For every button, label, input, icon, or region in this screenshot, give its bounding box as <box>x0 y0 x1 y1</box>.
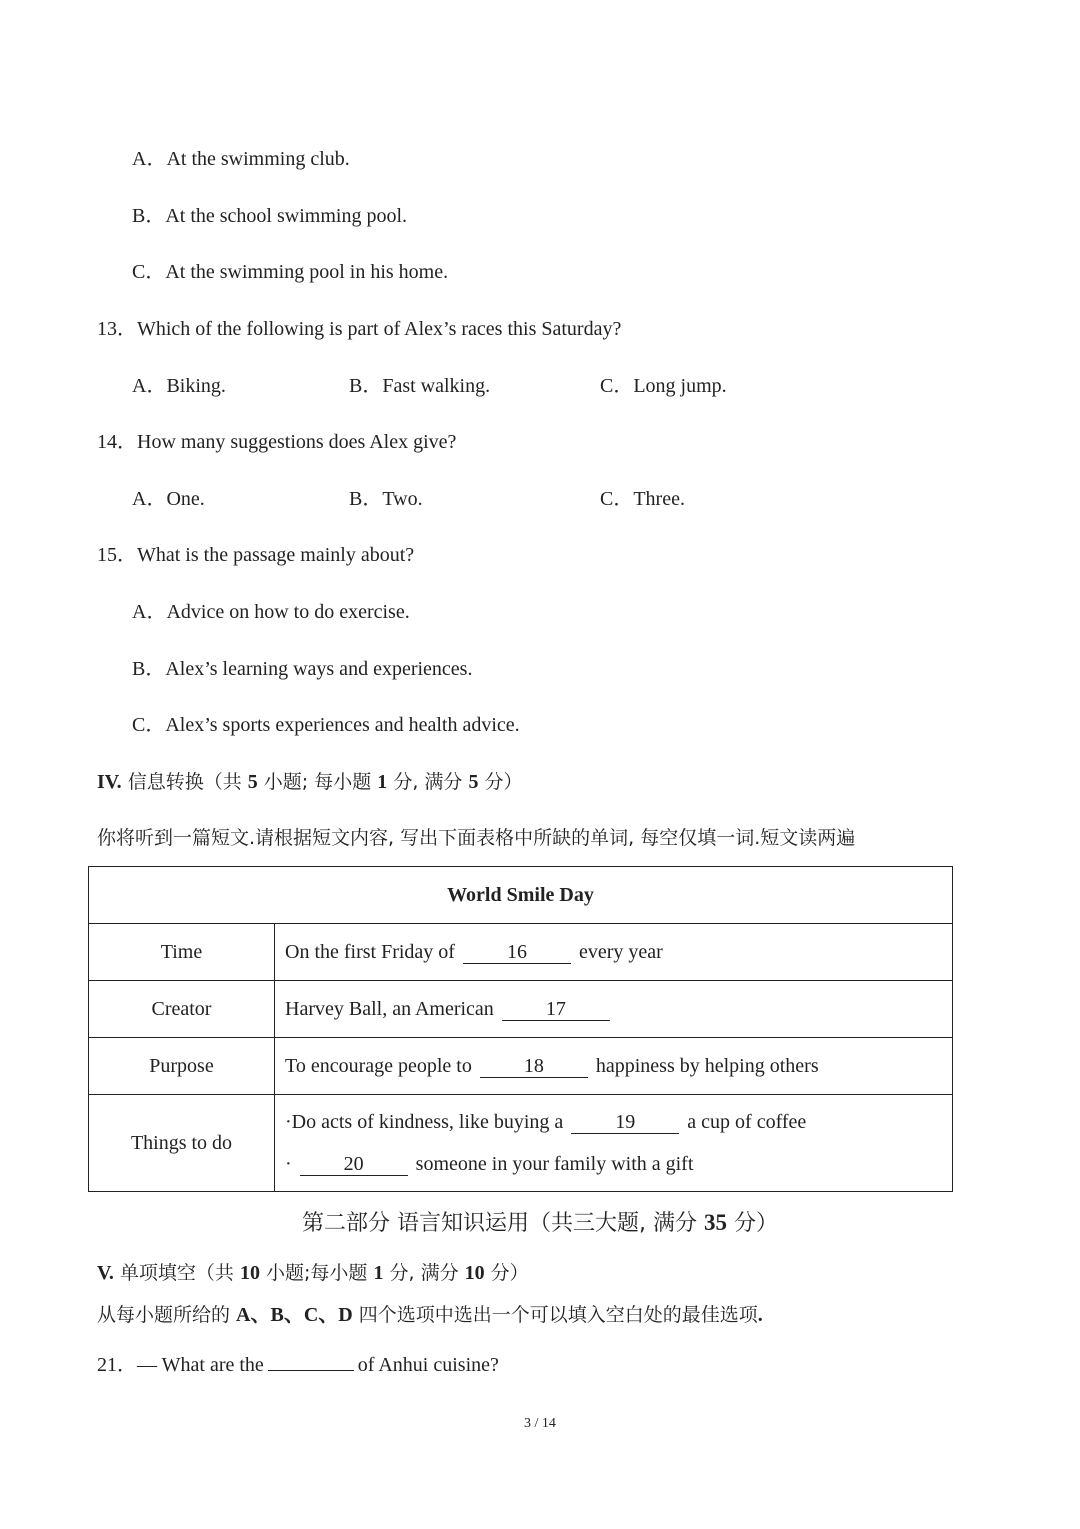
world-smile-day-table <box>88 866 953 1192</box>
q21-blank <box>268 1370 354 1371</box>
section-4-instruction: 你将听到一篇短文.请根据短文内容, 写出下面表格中所缺的单词, 每空仅填一词.短文读两遍 <box>97 827 856 849</box>
row-content-time <box>275 924 953 981</box>
section-5-instr-end: . <box>757 1304 763 1326</box>
q13-question: 13．Which of the following is part of Alex’s races this Saturday? <box>97 318 622 340</box>
q14-option-c: C．Three. <box>600 488 685 510</box>
q15-question: 15．What is the passage mainly about? <box>97 544 415 566</box>
row-time-text: On the first Friday of <box>285 940 455 963</box>
things-line-1-post: a cup of coffee <box>687 1111 807 1133</box>
section-4-total-points: 5 <box>468 771 479 793</box>
section-5-points-each: 1 <box>373 1262 384 1284</box>
q21-text-pre: 21．— What are the <box>97 1354 264 1376</box>
row-label-things-to-do: Things to do <box>89 1095 275 1192</box>
q13-option-c: C．Long jump. <box>600 375 727 397</box>
things-line-2-post: someone in your family with a gift <box>415 1153 694 1175</box>
table-title: World Smile Day <box>89 867 953 924</box>
row-content-purpose <box>275 1038 953 1095</box>
q13-option-b: B．Fast walking. <box>349 375 491 397</box>
q12-option-b: B．At the school swimming pool. <box>132 205 407 227</box>
row-label-purpose: Purpose <box>89 1038 275 1095</box>
part-2-points: 35 <box>703 1210 727 1235</box>
blank-16: 16 <box>463 941 571 964</box>
section-5-instr-b: 四个选项中选出一个可以填入空白处的最佳选项 <box>352 1304 758 1326</box>
blank-20: 20 <box>300 1153 408 1176</box>
q15-option-c: C．Alex’s sports experiences and health advice. <box>132 714 520 736</box>
section-5-title-a: 单项填空（共 <box>113 1262 240 1284</box>
things-line-1-text: ·Do acts of kindness, like buying a <box>285 1111 564 1133</box>
row-content-things-to-do <box>275 1095 953 1192</box>
section-4-points-each: 1 <box>377 771 388 793</box>
row-time-post: every year <box>578 940 663 963</box>
things-line-2-bullet: · <box>285 1153 292 1175</box>
blank-18: 18 <box>480 1055 588 1078</box>
q15-option-a: A．Advice on how to do exercise. <box>132 601 410 623</box>
things-line-1 <box>285 1101 942 1143</box>
part-2-title-b: 分） <box>726 1211 778 1236</box>
section-5-title-b: 小题;每小题 <box>259 1262 374 1284</box>
row-purpose-text: To encourage people to <box>285 1054 472 1077</box>
q13-option-a: A．Biking. <box>132 375 226 397</box>
q14-question: 14．How many suggestions does Alex give? <box>97 431 457 453</box>
section-5-instr-a: 从每小题所给的 <box>97 1304 237 1326</box>
q12-option-a: A．At the swimming club. <box>132 148 350 170</box>
section-4-title-b: 小题; 每小题 <box>257 771 378 793</box>
section-5-question-count: 10 <box>239 1262 260 1284</box>
q14-option-a: A．One. <box>132 488 205 510</box>
row-label-creator: Creator <box>89 981 275 1038</box>
q21-text-post: of Anhui cuisine? <box>357 1354 499 1376</box>
section-4-title-a: 信息转换（共 <box>121 771 248 793</box>
row-purpose-post: happiness by helping others <box>595 1054 819 1077</box>
things-line-2 <box>285 1143 942 1185</box>
row-label-time: Time <box>89 924 275 981</box>
section-4-title-d: 分） <box>478 771 523 793</box>
section-5-heading <box>97 1259 529 1287</box>
page-number: 3 / 14 <box>524 1416 556 1431</box>
section-5-letters: A、B、C、D <box>236 1304 353 1326</box>
row-content-creator <box>275 981 953 1038</box>
section-4-title-c: 分, 满分 <box>387 771 469 793</box>
blank-17: 17 <box>502 998 610 1021</box>
q21-question <box>97 1351 499 1379</box>
section-4-question-count: 5 <box>247 771 258 793</box>
section-5-title-d: 分） <box>484 1262 529 1284</box>
q14-option-b: B．Two. <box>349 488 423 510</box>
part-2-heading <box>0 1206 1080 1237</box>
q15-option-b: B．Alex’s learning ways and experiences. <box>132 658 473 680</box>
section-4-number: IV. <box>97 771 122 793</box>
q12-option-c: C．At the swimming pool in his home. <box>132 261 449 283</box>
section-4-heading <box>97 768 523 796</box>
section-5-instruction <box>97 1301 763 1329</box>
section-5-title-c: 分, 满分 <box>383 1262 465 1284</box>
blank-19: 19 <box>571 1111 679 1134</box>
part-2-title-a: 第二部分 语言知识运用（共三大题, 满分 <box>302 1211 704 1236</box>
section-5-number: V. <box>97 1262 114 1284</box>
row-creator-text: Harvey Ball, an American <box>285 997 494 1020</box>
section-5-total-points: 10 <box>464 1262 485 1284</box>
